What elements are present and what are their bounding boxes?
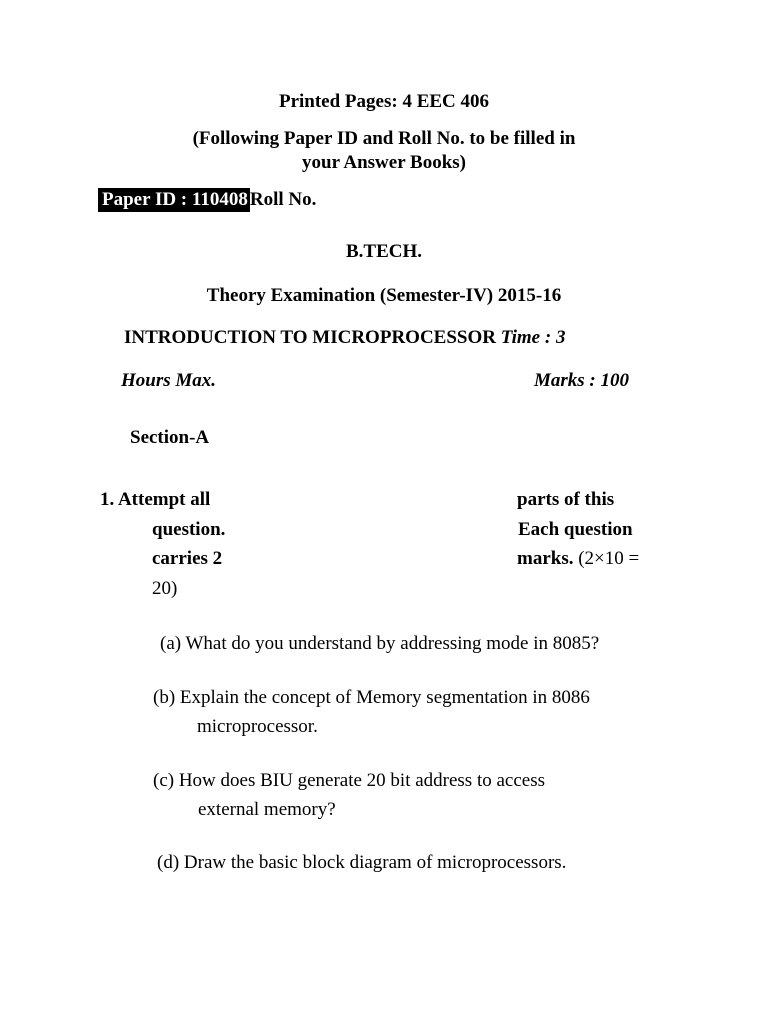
question-1-text-h: 20): [152, 578, 178, 599]
subquestion-c-line-2: external memory?: [198, 799, 336, 820]
paper-id-label: Paper ID : 110408: [98, 188, 250, 212]
printed-pages-line: Printed Pages: 4 EEC 406: [278, 91, 490, 112]
section-heading: Section-A: [130, 427, 210, 448]
question-1-text-c: question.: [152, 519, 226, 540]
question-1-text-f: marks.: [517, 548, 574, 569]
question-1-marks: [517, 549, 639, 568]
question-1-text-b: parts of this: [517, 489, 615, 510]
hours-max-label: Hours Max.: [121, 370, 217, 391]
time-label: Time : 3: [500, 327, 566, 348]
subject-line: [124, 328, 565, 347]
question-1-text-e: carries 2: [152, 548, 223, 569]
question-1-text-g: (2×10 =: [578, 548, 640, 569]
roll-no-label: Roll No.: [249, 189, 317, 210]
subquestion-b-line-2: microprocessor.: [197, 716, 318, 737]
paper-id-row: [98, 190, 316, 209]
subquestion-d: (d) Draw the basic block diagram of microprocessors.: [157, 852, 567, 873]
question-1-text-d: Each question: [518, 519, 633, 540]
instruction-line-1: (Following Paper ID and Roll No. to be filled in: [192, 128, 576, 149]
subquestion-b-line-1: (b) Explain the concept of Memory segmentation in 8086: [153, 687, 590, 708]
subquestion-c-line-1: (c) How does BIU generate 20 bit address to access: [153, 770, 546, 791]
subquestion-a: (a) What do you understand by addressing mode in 8085?: [160, 633, 600, 654]
exam-title: Theory Examination (Semester-IV) 2015-16: [206, 285, 562, 306]
subject-name: INTRODUCTION TO MICROPROCESSOR: [124, 327, 496, 348]
max-marks-label: Marks : 100: [534, 370, 630, 391]
degree-title: B.TECH.: [345, 241, 423, 262]
instruction-line-2: your Answer Books): [302, 152, 466, 173]
question-1-text-a: 1. Attempt all: [100, 489, 211, 510]
